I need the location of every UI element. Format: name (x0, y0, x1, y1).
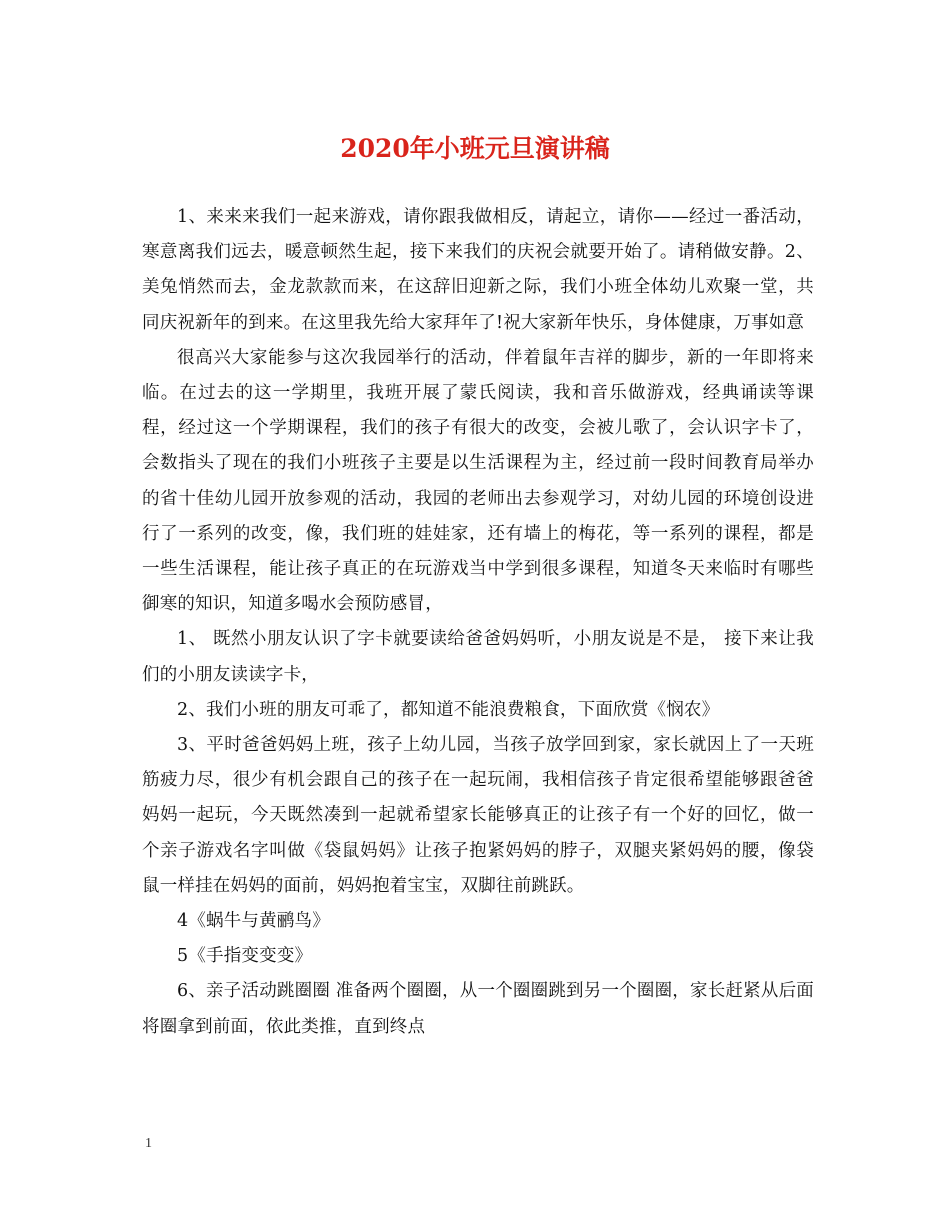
paragraph-4: 2、我们小班的朋友可乖了，都知道不能浪费粮食，下面欣赏《悯农》 (177, 699, 720, 720)
paragraph-2: 很高兴大家能参与这次我园举行的活动，伴着鼠年吉祥的脚步，新的一年即将来临。在过去的这一学期里，我班开展了蒙氏阅读，我和音乐做游戏，经典诵读等课程，经过这一个学期课程，我们的孩子有很大的改变，会被儿歌了，会认识字卡了，会数指头了现在的我们小班孩子主要是以生活课程为主，经过前一段时间教育局举办的省十佳幼儿园开放参观的活动，我园的老师出去参观学习，对幼儿园的环境创设进行了一系列的改变，像，我们班的娃娃家，还有墙上的梅花，等一系列的课程，都是一些生活课程，能让孩子真正的在玩游戏当中学到很多课程，知道冬天来临时有哪些御寒的知识，知道多喝水会预防感冒， (142, 347, 814, 615)
paragraph-7: 5《手指变变变》 (177, 946, 313, 967)
page-number: 1 (145, 1136, 152, 1151)
paragraph-8: 6、亲子活动跳圈圈 准备两个圈圈，从一个圈圈跳到另一个圈圈，家长赶紧从后面将圈拿到前面，依此类推，直到终点 (142, 981, 814, 1037)
paragraph-3: 1、 既然小朋友认识了字卡就要读给爸爸妈妈听，小朋友说是不是， 接下来让我们的小朋友读读字卡， (142, 629, 814, 685)
document-title: 2020年小班元旦演讲稿 (340, 134, 610, 163)
paragraph-1: 1、来来来我们一起来游戏，请你跟我做相反，请起立，请你——经过一番活动，寒意离我们远去，暖意顿然生起，接下来我们的庆祝会就要开始了。请稍做安静。2、美兔悄然而去，金龙款款而来，在这辞旧迎新之际，我们小班全体幼儿欢聚一堂，共同庆祝新年的到来。在这里我先给大家拜年了!祝大家新年快乐，身体健康，万事如意 (142, 207, 814, 333)
paragraph-6: 4《蜗牛与黄鹂鸟》 (177, 911, 330, 932)
paragraph-5: 3、平时爸爸妈妈上班，孩子上幼儿园，当孩子放学回到家，家长就因上了一天班筋疲力尽，很少有机会跟自己的孩子在一起玩闹，我相信孩子肯定很希望能够跟爸爸妈妈一起玩，今天既然凑到一起就希望家长能够真正的让孩子有一个好的回忆，做一个亲子游戏名字叫做《袋鼠妈妈》让孩子抱紧妈妈的脖子，双腿夹紧妈妈的腰，像袋鼠一样挂在妈妈的面前，妈妈抱着宝宝，双脚往前跳跃。 (142, 735, 814, 896)
document-body (142, 200, 814, 1045)
